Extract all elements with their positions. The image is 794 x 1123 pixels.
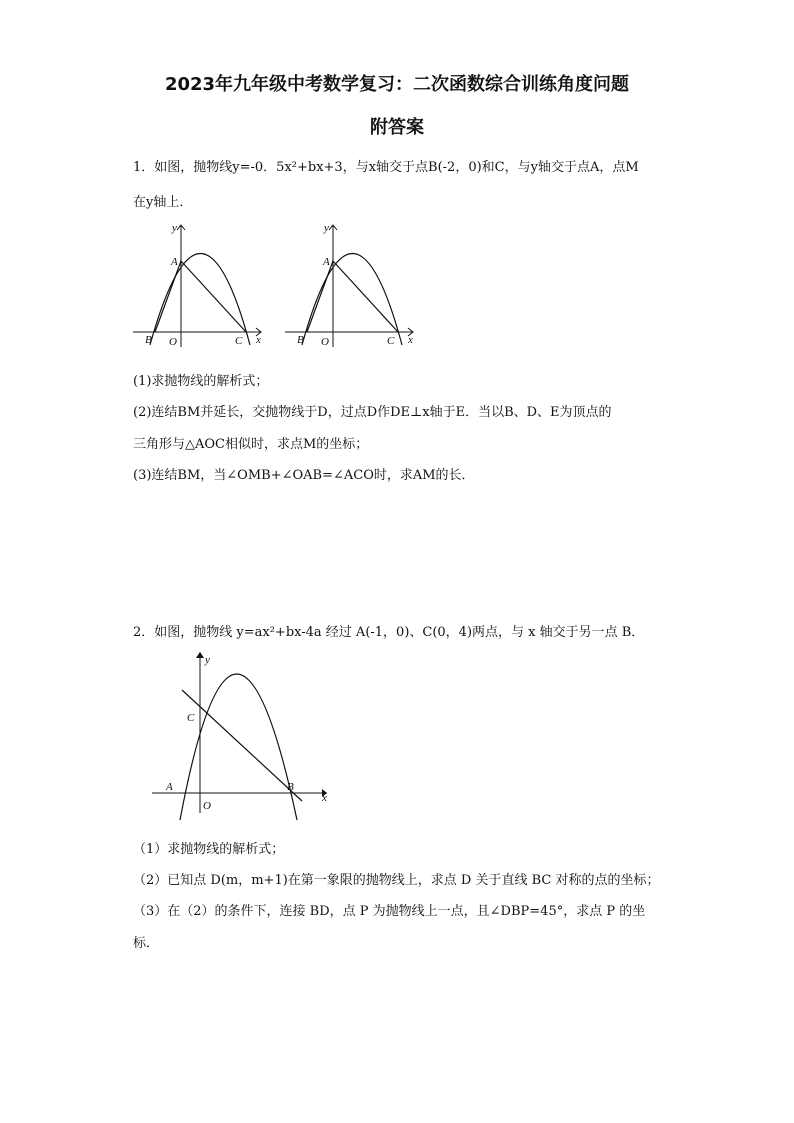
label-B: B (145, 334, 152, 346)
label-x: x (408, 334, 413, 346)
label-O: O (169, 336, 177, 348)
label-O: O (203, 800, 211, 812)
q2-part3-line2: 标． (133, 936, 160, 951)
label-A: A (166, 781, 173, 793)
document-title-line2: 附答案 (370, 117, 424, 138)
label-x: x (322, 792, 327, 804)
segment-AC (181, 261, 246, 332)
q1-figure-left (128, 215, 268, 350)
q1-stem-line2: 在y轴上． (133, 195, 193, 210)
q1-part1: (1)求抛物线的解析式； (133, 374, 269, 389)
label-B: B (287, 781, 294, 793)
q1-part3: (3)连结BM，当∠OMB+∠OAB=∠ACO时，求AM的长． (133, 468, 475, 483)
label-C: C (235, 335, 243, 347)
label-C: C (387, 335, 395, 347)
q1-part2-line1: (2)连结BM并延长，交抛物线于D，过点D作DE⊥x轴于E．当以B、D、E为顶点的 (133, 405, 612, 420)
segment-AB (307, 261, 333, 332)
parabola-curve (302, 254, 402, 346)
label-B: B (297, 334, 304, 346)
q2-part2: （2）已知点 D(m，m+1)在第一象限的抛物线上，求点 D 关于直线 BC 对称的点的坐标； (133, 873, 660, 888)
label-A: A (323, 256, 330, 268)
segment-AC (333, 261, 398, 332)
q2-figure (147, 648, 337, 823)
label-y: y (205, 654, 210, 666)
label-C: C (187, 712, 195, 724)
q1-stem-line1: 1．如图，抛物线y=-0．5x²+bx+3，与x轴交于点B(-2，0)和C，与y轴交于点A，点M (133, 160, 639, 175)
label-y: y (172, 222, 177, 234)
label-O: O (321, 336, 329, 348)
q1-part2-line2: 三角形与△AOC相似时，求点M的坐标； (133, 437, 369, 452)
q1-figure-right (280, 215, 420, 350)
y-axis-arrow (196, 652, 204, 658)
q2-part1: （1）求抛物线的解析式； (133, 842, 285, 857)
parabola-curve (180, 674, 297, 820)
label-x: x (256, 334, 261, 346)
label-y: y (324, 222, 329, 234)
document-title-line1: 2023年九年级中考数学复习：二次函数综合训练角度问题 (164, 74, 630, 95)
parabola-curve (150, 254, 250, 346)
label-A: A (171, 256, 178, 268)
segment-AB (155, 261, 181, 332)
q2-stem: 2．如图，抛物线 y=ax²+bx-4a 经过 A(-1，0)、C(0，4)两点，与 x 轴交于另一点 B． (133, 625, 645, 640)
q2-part3-line1: （3）在（2）的条件下，连接 BD，点 P 为抛物线上一点，且∠DBP=45°，求点 P 的坐 (133, 904, 646, 919)
